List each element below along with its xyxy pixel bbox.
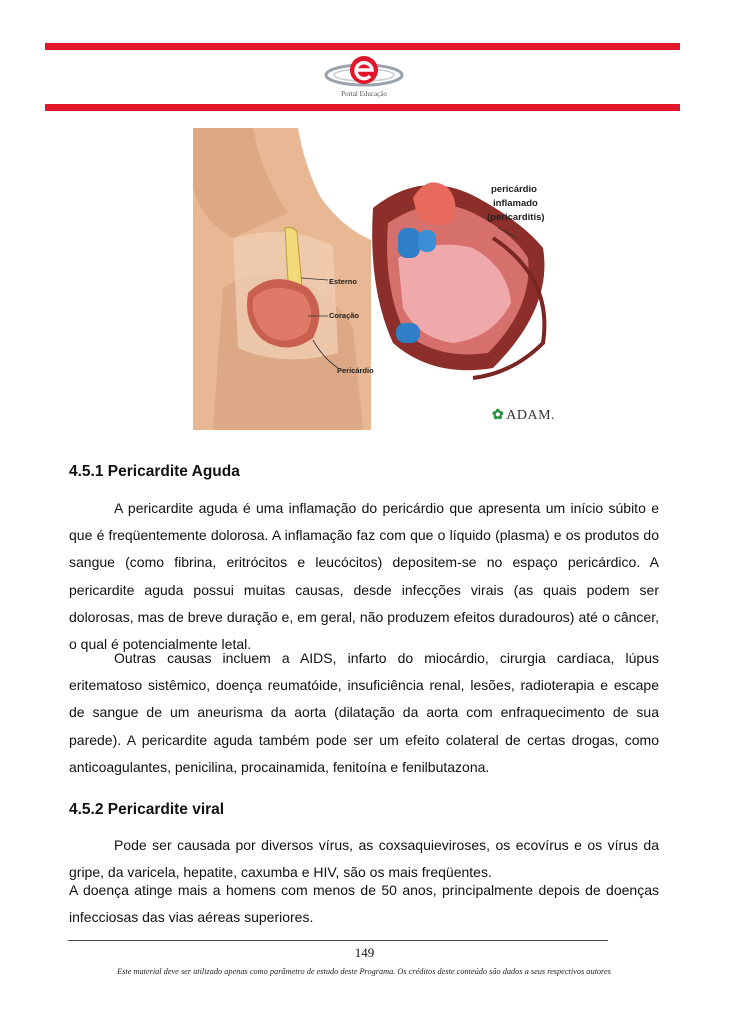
header-top-bar bbox=[45, 43, 680, 50]
paragraph-viral-1: Pode ser causada por diversos vírus, as coxsaquieviroses, os ecovírus e os vírus da gripe, da varicela, hepatite, caxumba e HIV, são os mais freqüentes. bbox=[69, 837, 659, 881]
pericarditis-illustration bbox=[193, 128, 583, 430]
label-inflamed-2: inflamado bbox=[493, 198, 538, 209]
logo-text: Portal Educação bbox=[341, 90, 387, 98]
section-heading-viral: 4.5.2 Pericardite viral bbox=[69, 801, 225, 818]
footer-disclaimer: Este material deve ser utilizado apenas como parâmetro de estudo deste Programa. Os créditos deste conteúdo são dados a seus respectivos autores bbox=[117, 967, 611, 976]
label-inflamed-1: pericárdio bbox=[491, 184, 537, 195]
logo-e-icon bbox=[318, 53, 410, 93]
label-pericardium: Pericárdio bbox=[337, 366, 374, 375]
adam-credit-text: ADAM. bbox=[506, 408, 556, 423]
page-number: 149 bbox=[354, 945, 375, 960]
adam-credit bbox=[492, 407, 555, 424]
footer-rule bbox=[68, 940, 608, 941]
label-sternum: Esterno bbox=[329, 277, 357, 286]
portal-educacao-logo bbox=[318, 53, 410, 103]
adam-logo-icon: ✿ bbox=[492, 408, 505, 423]
header-bottom-bar bbox=[45, 104, 680, 111]
anatomy-image bbox=[193, 128, 583, 430]
label-inflamed-3: (pericarditis) bbox=[487, 212, 545, 223]
paragraph-acute-1: A pericardite aguda é uma inflamação do pericárdio que apresenta um início súbito e que é freqüentemente dolorosa. A inflamação faz com que o líquido (plasma) e os produtos do sangue (como fibrina, eritrócitos e leucócitos) depositem-se no espaço pericárdico. A pericardite aguda possui muitas causas, desde infecções virais (as quais podem ser dolorosas, mas de breve duração e, em geral, não produzem efeitos duradouros) até o câncer, o qual é potencialmente letal. bbox=[69, 500, 659, 653]
label-heart: Coração bbox=[329, 311, 360, 320]
paragraph-viral-2: A doença atinge mais a homens com menos de 50 anos, principalmente depois de doenças infecciosas das vias aéreas superiores. bbox=[69, 882, 659, 926]
section-heading-acute: 4.5.1 Pericardite Aguda bbox=[69, 463, 240, 480]
paragraph-acute-2: Outras causas incluem a AIDS, infarto do miocárdio, cirurgia cardíaca, lúpus eritematoso sistêmico, doença reumatóide, insuficiência renal, lesões, radioterapia e escape de sangue de um aneurisma da aorta (dilatação da aorta com enfraquecimento de sua parede). A pericardite aguda também pode ser um efeito colateral de certas drogas, como anticoagulantes, penicilina, procainamida, fenitoína e fenilbutazona. bbox=[69, 650, 659, 775]
